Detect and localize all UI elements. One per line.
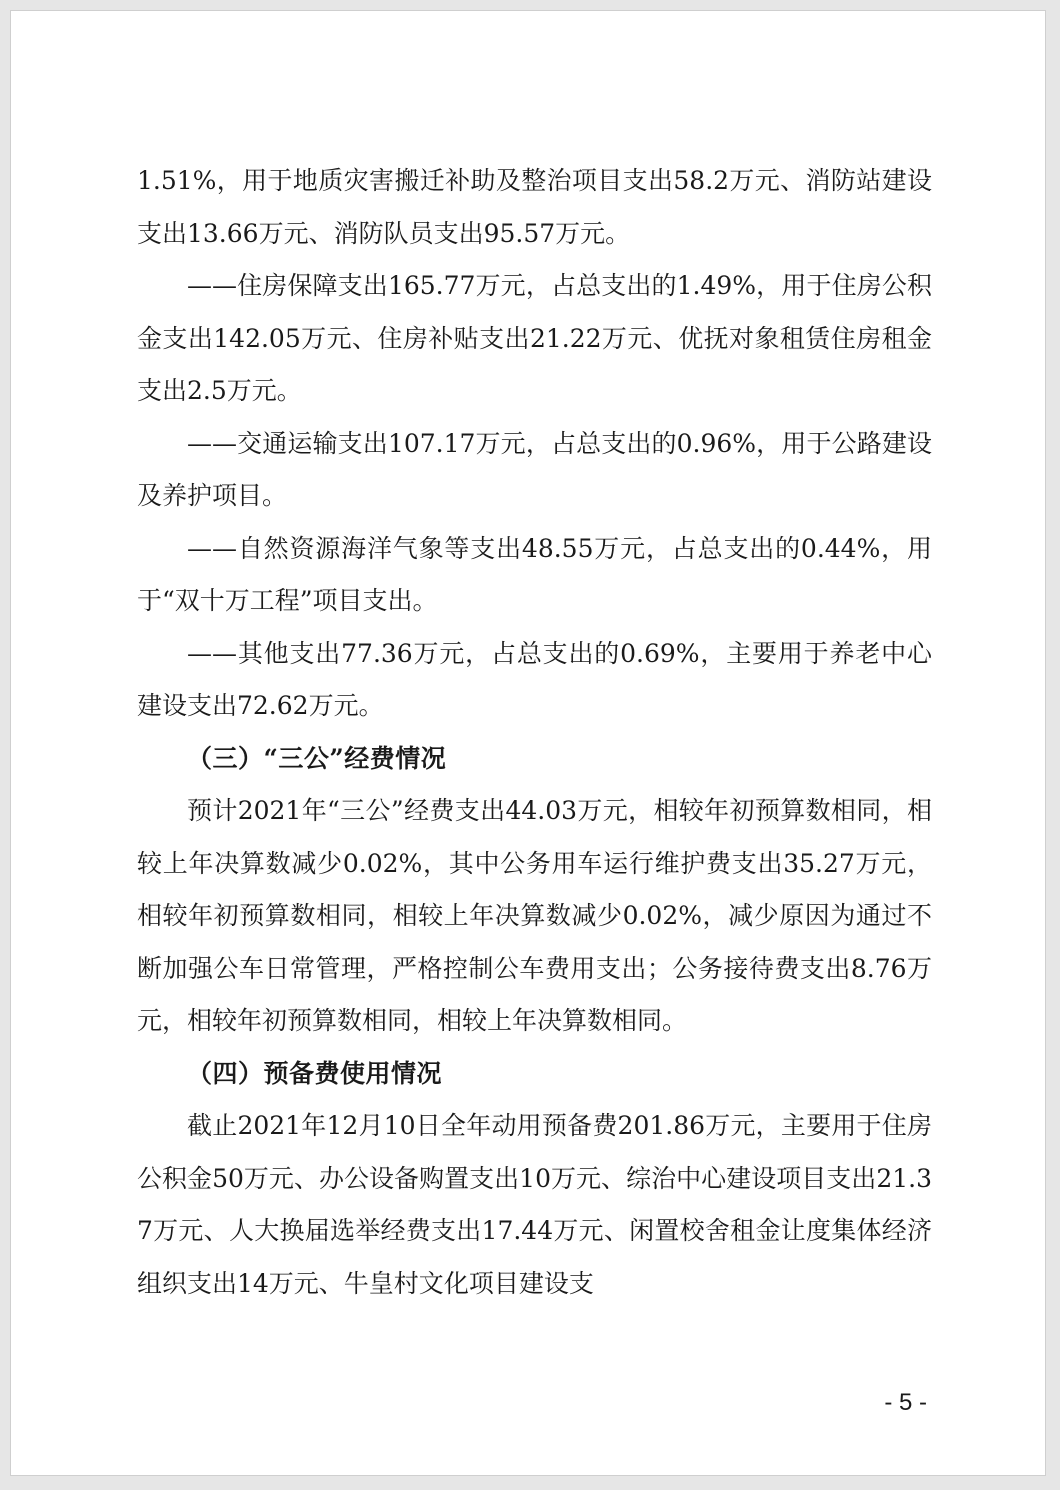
paragraph-natural-resources: ——自然资源海洋气象等支出48.55万元，占总支出的0.44%，用于“双十万工程”项目支出。 <box>137 533 932 615</box>
document-page <box>10 10 1046 1476</box>
section-heading-reserve-fund: （四）预备费使用情况 <box>187 1058 443 1088</box>
paragraph-three-public-expenses: 预计2021年“三公”经费支出44.03万元，相较年初预算数相同，相较上年决算数减少0.02%，其中公务用车运行维护费支出35.27万元，相较年初预算数相同，相较上年决算数减少0.02%，减少原因为通过不断加强公车日常管理，严格控制公车费用支出；公务接待费支出8.76万元，相较年初预算数相同，相较上年决算数相同。 <box>137 796 932 1035</box>
section-heading-three-public: （三）“三公”经费情况 <box>187 743 447 773</box>
paragraph-transportation: ——交通运输支出107.17万元，占总支出的0.96%，用于公路建设及养护项目。 <box>137 428 932 510</box>
document-body <box>137 155 932 1310</box>
paragraph-housing-security: ——住房保障支出165.77万元，占总支出的1.49%，用于住房公积金支出142.05万元、住房补贴支出21.22万元、优抚对象租赁住房租金支出2.5万元。 <box>137 271 932 405</box>
page-number: - 5 - <box>884 1389 927 1416</box>
paragraph-reserve-fund: 截止2021年12月10日全年动用预备费201.86万元，主要用于住房公积金50万元、办公设备购置支出10万元、综治中心建设项目支出21.37万元、人大换届选举经费支出17.44万元、闲置校舍租金让度集体经济组织支出14万元、牛皇村文化项目建设支 <box>137 1111 932 1298</box>
paragraph-other-expenditure: ——其他支出77.36万元，占总支出的0.69%，主要用于养老中心建设支出72.62万元。 <box>137 638 932 720</box>
paragraph-public-safety-continued: 1.51%，用于地质灾害搬迁补助及整治项目支出58.2万元、消防站建设支出13.66万元、消防队员支出95.57万元。 <box>137 166 932 248</box>
